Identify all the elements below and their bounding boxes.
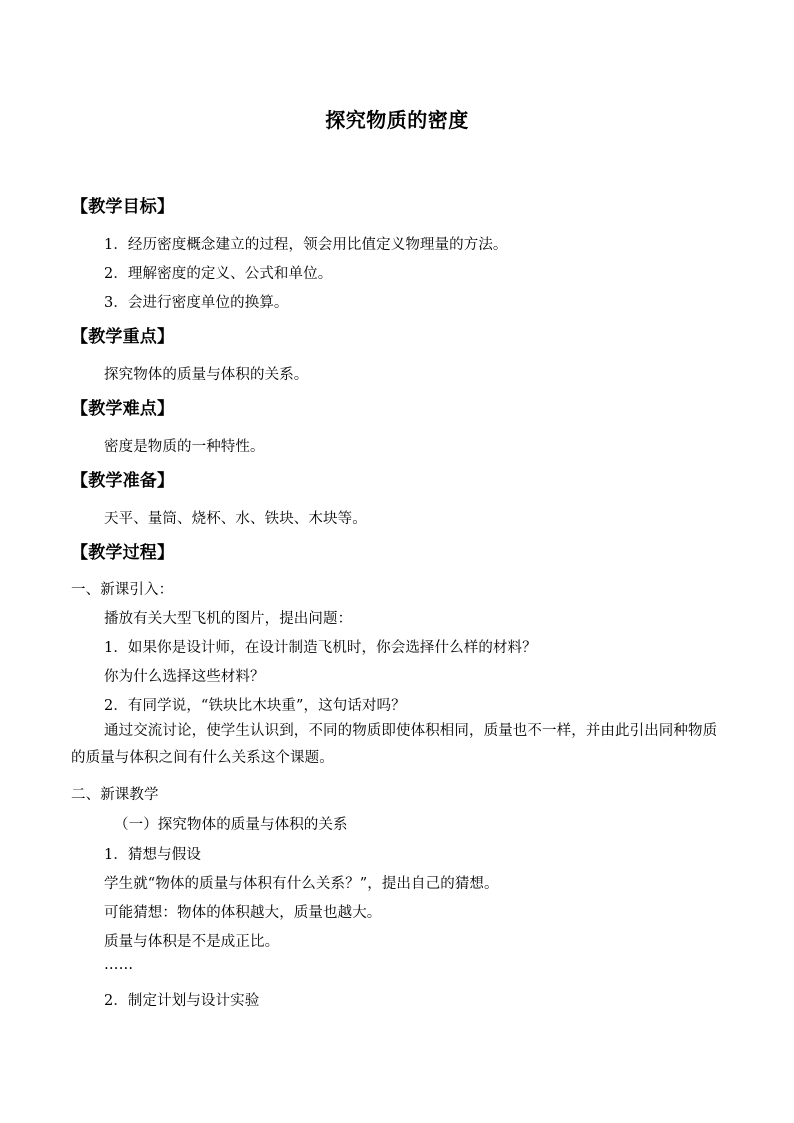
page-title: 探究物质的密度 xyxy=(325,108,469,132)
part2-line-1: 1．猜想与假设 xyxy=(104,847,201,863)
key-points-text: 探究物体的质量与体积的关系。 xyxy=(104,367,309,383)
part1-title: 一、新课引入： xyxy=(71,582,174,598)
difficulties-text: 密度是物质的一种特性。 xyxy=(104,439,265,455)
objective-item-1: 1．经历密度概念建立的过程，领会用比值定义物理量的方法。 xyxy=(104,237,508,253)
part2-line-4: 质量与体积是不是成正比。 xyxy=(104,934,280,950)
difficulties-heading: 【教学难点】 xyxy=(71,399,175,419)
key-points-heading: 【教学重点】 xyxy=(71,327,175,347)
objectives-heading: 【教学目标】 xyxy=(71,197,175,217)
part1-line-3: 你为什么选择这些材料？ xyxy=(104,669,265,685)
part2-title: 二、新课教学 xyxy=(71,787,159,803)
part1-paragraph: 通过交流讨论，使学生认识到，不同的物质即使体积相同，质量也不一样，并由此引出同种物质的质量与体积之间有什么关系这个课题。 xyxy=(71,723,718,766)
part1-line-1: 播放有关大型飞机的图片，提出问题： xyxy=(104,611,353,627)
part2-line-6: 2．制定计划与设计实验 xyxy=(104,993,260,1009)
preparation-text: 天平、量筒、烧杯、水、铁块、木块等。 xyxy=(104,511,367,527)
part2-line-5: …… xyxy=(104,957,134,973)
part2-subsection: （一）探究物体的质量与体积的关系 xyxy=(114,817,348,833)
part1-line-4: 2．有同学说，“铁块比木块重”，这句话对吗？ xyxy=(104,698,406,714)
process-heading: 【教学过程】 xyxy=(71,543,175,563)
part2-line-3: 可能猜想：物体的体积越大，质量也越大。 xyxy=(104,905,382,921)
objective-item-2: 2．理解密度的定义、公式和单位。 xyxy=(104,266,333,282)
part1-line-2: 1．如果你是设计师，在设计制造飞机时，你会选择什么样的材料？ xyxy=(104,640,537,656)
objective-item-3: 3．会进行密度单位的换算。 xyxy=(104,295,289,311)
preparation-heading: 【教学准备】 xyxy=(71,471,175,491)
part2-line-2: 学生就“物体的质量与体积有什么关系？”，提出自己的猜想。 xyxy=(104,876,499,892)
